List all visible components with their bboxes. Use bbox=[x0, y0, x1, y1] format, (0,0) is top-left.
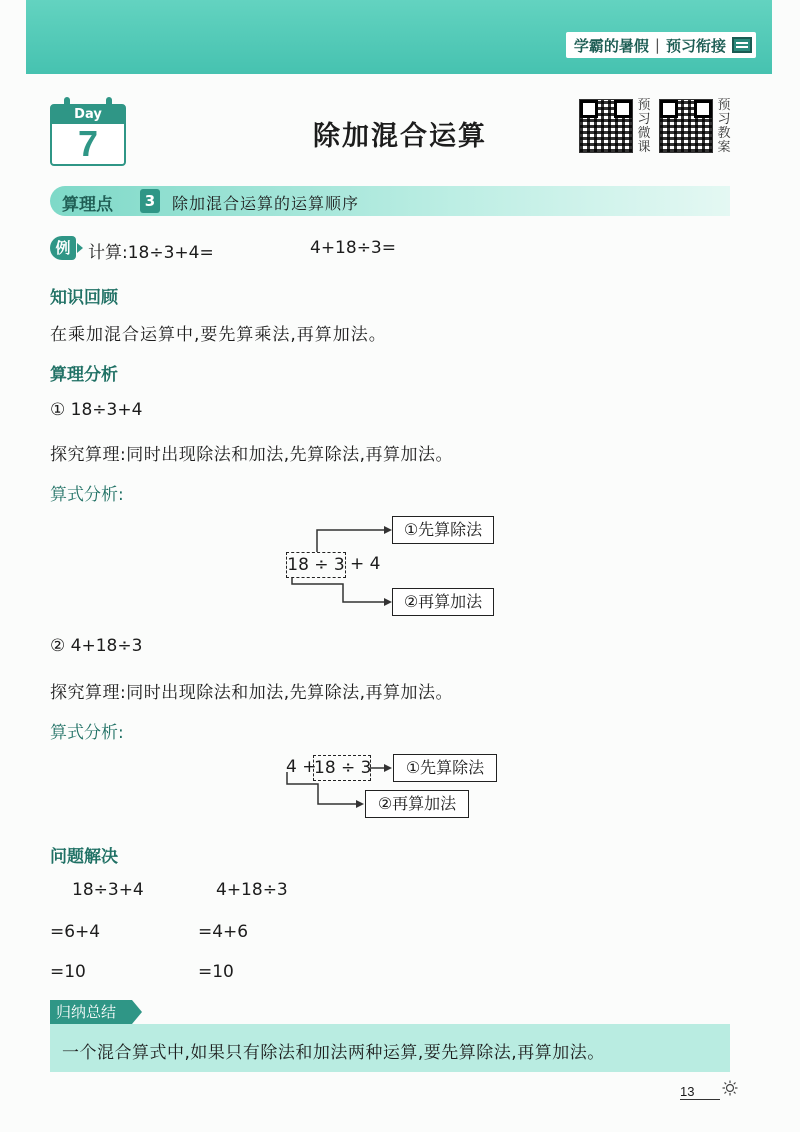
example-badge: 例 bbox=[50, 236, 76, 260]
solve-col2-line2: =4+6 bbox=[198, 922, 249, 942]
diagram-1-boxed-expression: 18 ÷ 3 bbox=[286, 552, 346, 578]
brand-left: 学霸的暑假 bbox=[573, 36, 649, 55]
solve-col1-line1: 18÷3+4 bbox=[72, 880, 144, 900]
diagram-1-rest: + 4 bbox=[350, 554, 381, 574]
day-number: 7 bbox=[77, 123, 99, 164]
solve-col1-line3: =10 bbox=[50, 962, 86, 982]
analysis-item1: ① 18÷3+4 bbox=[50, 400, 143, 420]
diagram-2-step1: ①先算除法 bbox=[393, 754, 497, 782]
analysis-item1-explore: 探究算理:同时出现除法和加法,先算除法,再算加法。 bbox=[50, 445, 454, 465]
qr-label-char: 习 bbox=[717, 112, 731, 127]
diagram-1-step1: ①先算除法 bbox=[392, 516, 494, 544]
diagram-2-prefix: 4 + bbox=[286, 757, 317, 777]
review-text: 在乘加混合运算中,要先算乘法,再算加法。 bbox=[50, 325, 387, 345]
page-title: 除加混合运算 bbox=[313, 121, 487, 152]
qr-label-char: 微 bbox=[637, 126, 651, 141]
qr-label-char: 课 bbox=[637, 140, 651, 155]
day-label: Day bbox=[52, 106, 124, 124]
solve-heading: 问题解决 bbox=[50, 847, 118, 867]
section-title: 除加混合运算的运算顺序 bbox=[172, 194, 360, 213]
analysis-item1-formula: 算式分析: bbox=[50, 485, 124, 505]
solve-col2-line1: 4+18÷3 bbox=[216, 880, 288, 900]
review-heading: 知识回顾 bbox=[50, 288, 118, 308]
brand-right: 预习衔接 bbox=[665, 36, 726, 55]
qr-label-char: 教 bbox=[717, 126, 731, 141]
solve-col1-line2: =6+4 bbox=[50, 922, 101, 942]
qr-label-char: 习 bbox=[637, 112, 651, 127]
page-number: 13 bbox=[680, 1084, 720, 1100]
summary-text: 一个混合算式中,如果只有除法和加法两种运算,要先算除法,再算加法。 bbox=[62, 1043, 605, 1063]
analysis-item2-explore: 探究算理:同时出现除法和加法,先算除法,再算加法。 bbox=[50, 683, 454, 703]
qr-label-char: 预 bbox=[637, 98, 651, 113]
analysis-heading: 算理分析 bbox=[50, 365, 118, 385]
section-number: 3 bbox=[140, 189, 160, 213]
summary-tag: 归纳总结 bbox=[50, 1000, 132, 1024]
qr-label-char: 案 bbox=[717, 140, 731, 155]
sun-icon bbox=[722, 1080, 738, 1096]
example-second: 4+18÷3= bbox=[310, 238, 396, 258]
brand-separator: | bbox=[654, 36, 660, 54]
diagram-1-step2: ②再算加法 bbox=[392, 588, 494, 616]
example-prompt: 计算:18÷3+4= bbox=[88, 243, 214, 263]
solve-col2-line3: =10 bbox=[198, 962, 234, 982]
diagram-2-boxed-expression: 18 ÷ 3 bbox=[313, 755, 371, 781]
analysis-item2-formula: 算式分析: bbox=[50, 723, 124, 743]
section-tag: 算理点 bbox=[62, 195, 113, 215]
diagram-2-step2: ②再算加法 bbox=[365, 790, 469, 818]
qr-label-char: 预 bbox=[717, 98, 731, 113]
analysis-item2: ② 4+18÷3 bbox=[50, 636, 143, 656]
